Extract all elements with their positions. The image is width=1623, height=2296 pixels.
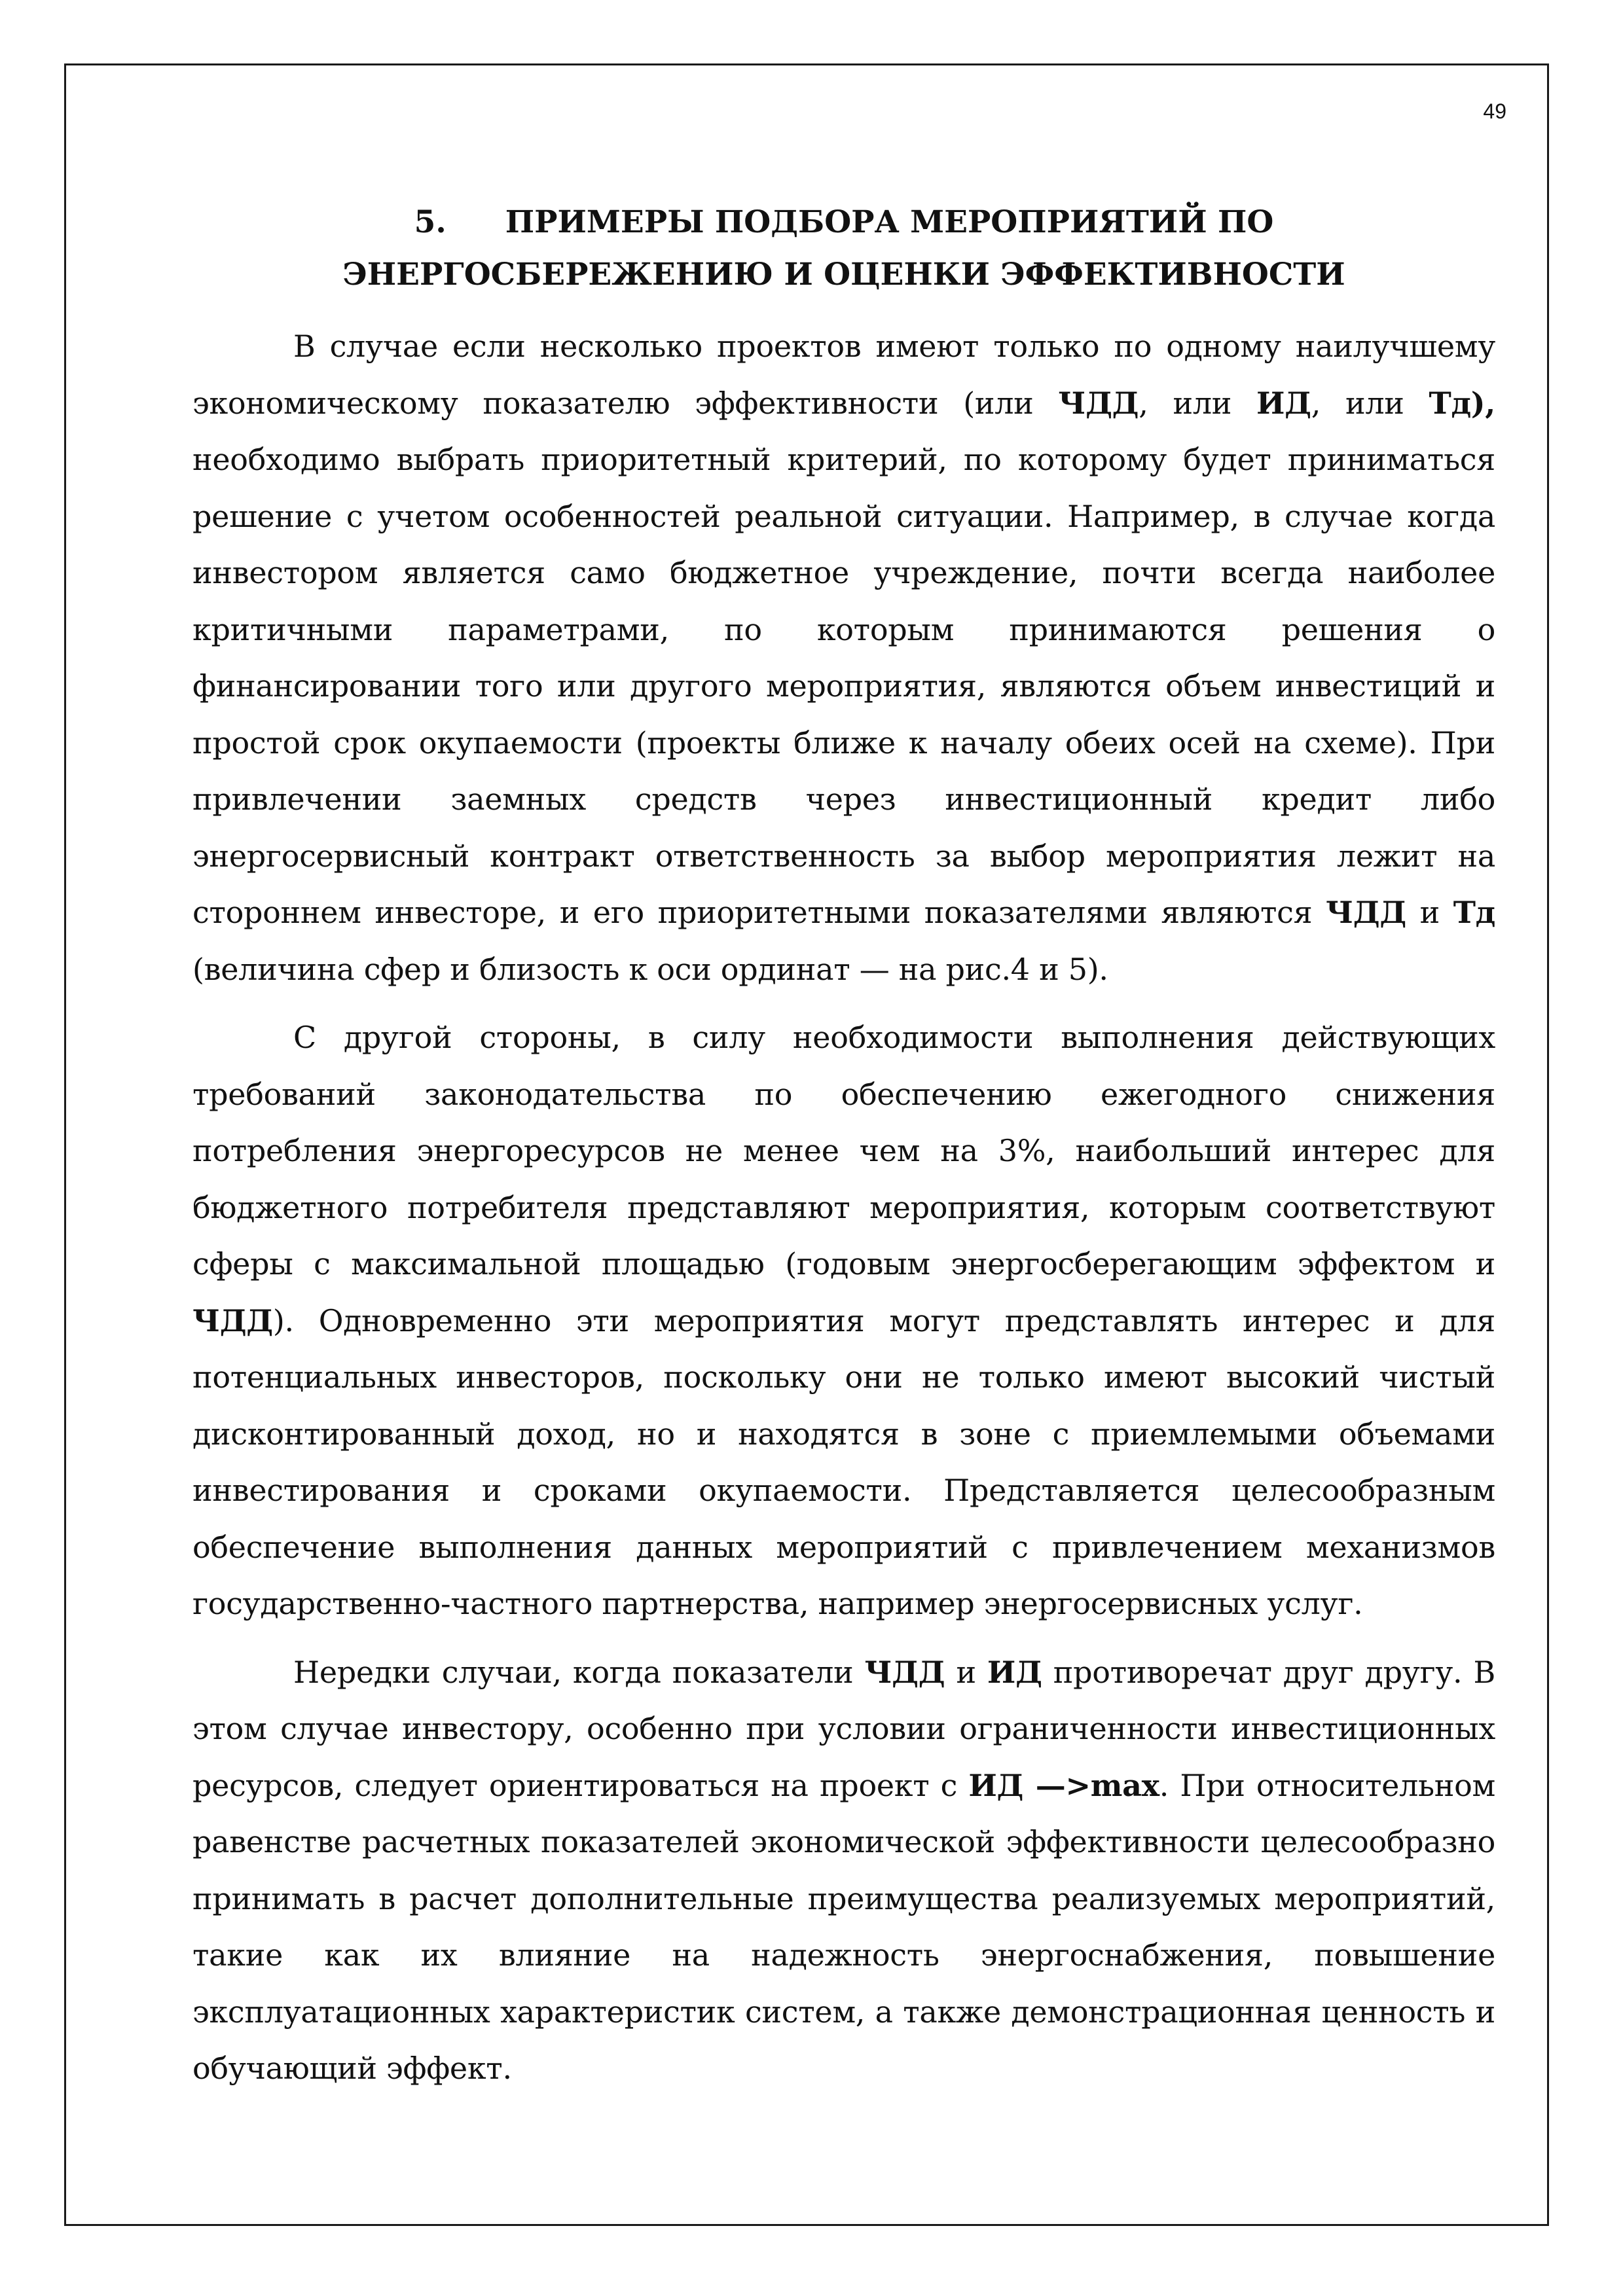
bold-term: ЧДД (1058, 385, 1139, 421)
section-number: 5. (414, 204, 447, 240)
section-title-line2: ЭНЕРГОСБЕРЕЖЕНИЮ И ОЦЕНКИ ЭФФЕКТИВНОСТИ (342, 257, 1345, 293)
bold-term: ИД —>max (968, 1767, 1159, 1803)
text-run: В случае если несколько проектов имеют только по одному наилучшему экономическому показателю эффективности (или (192, 329, 1495, 421)
bold-term: ЧДД (192, 1302, 273, 1338)
bold-term: ИД (1256, 385, 1311, 421)
page-number: 49 (1483, 99, 1506, 123)
text-run: , или (1139, 385, 1257, 421)
text-run: и (1406, 895, 1453, 930)
text-run: С другой стороны, в силу необходимости выполнения действующих требований законодательства по обеспечению ежегодного снижения потребления энергоресурсов не менее чем на 3%, наибольший интерес для бюджетного потребителя представляют мероприятия, которым соответствуют сферы с максимальной площадью (годовым энергосберегающим эффектом и (192, 1020, 1495, 1282)
text-run: , или (1311, 385, 1429, 421)
text-run: и (945, 1654, 987, 1690)
document-body (192, 196, 1495, 2109)
section-heading (192, 196, 1495, 301)
bold-term: ЧДД (864, 1654, 945, 1690)
paragraph (192, 1009, 1495, 1632)
section-title-line1: ПРИМЕРЫ ПОДБОРА МЕРОПРИЯТИЙ ПО (505, 204, 1274, 240)
bold-term: ЧДД (1326, 895, 1406, 930)
text-run: (величина сфер и близость к оси ординат — на рис.4 и 5). (192, 951, 1108, 987)
text-run: . При относительном равенстве расчетных показателей экономической эффективности целесообразно принимать в расчет дополнительные преимущества реализуемых мероприятий, такие как их влияние на надежность энергоснабжения, повышение эксплуатационных характеристик систем, а также демонстрационная ценность и обучающий эффект. (192, 1767, 1495, 2086)
text-run: Нередки случаи, когда показатели (293, 1654, 865, 1690)
text-run: необходимо выбрать приоритетный критерий, по которому будет приниматься решение с учетом особенностей реальной ситуации. Например, в случае когда инвестором является само бюджетное учреждение, почти всегда наиболее критичными параметрами, по которым принимаются решения о финансировании того или другого мероприятия, являются объем инвестиций и простой срок окупаемости (проекты ближе к началу обеих осей на схеме). При привлечении заемных средств через инвестиционный кредит либо энергосервисный контракт ответственность за выбор мероприятия лежит на стороннем инвесторе, и его приоритетными показателями являются (192, 442, 1495, 930)
text-run: противоречат друг другу. В этом случае инвестору, особенно при условии ограниченности инвестиционных ресурсов, следует ориентироваться на проект с (192, 1654, 1495, 1803)
text-run: ). Одновременно эти мероприятия могут представлять интерес и для потенциальных инвесторов, поскольку они не только имеют высокий чистый дисконтированный доход, но и находятся в зоне с приемлемыми объемами инвестирования и сроками окупаемости. Представляется целесообразным обеспечение выполнения данных мероприятий с привлечением механизмов государственно-частного партнерства, например энергосервисных услуг. (192, 1302, 1495, 1621)
bold-term: Тд (1453, 895, 1495, 930)
bold-term: Тд), (1429, 385, 1495, 421)
paragraph (192, 318, 1495, 997)
bold-term: ИД (987, 1654, 1042, 1690)
paragraph (192, 1644, 1495, 2097)
